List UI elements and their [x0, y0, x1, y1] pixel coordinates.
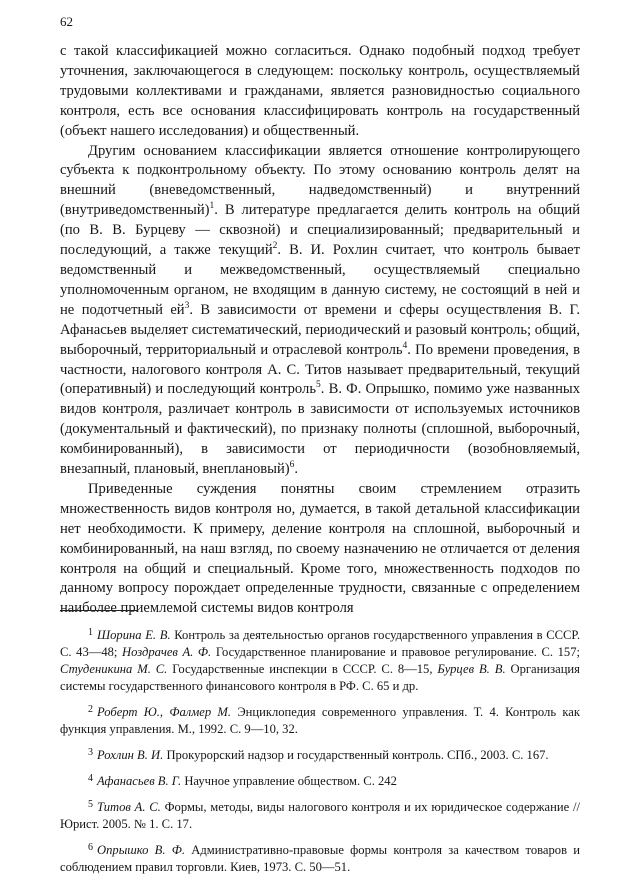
text-run: с такой классификацией можно согласиться. Однако подобный подход требует уточнения, заключающегося в следующем: поскольку контроль, осуществляемый трудовыми коллективами и гражданами, является разновидностью социального контроля, есть все основания классифицировать контроль на государственный (объект нашего исследования) и общественный. [60, 43, 580, 139]
footnote-number: 4 [88, 773, 93, 784]
footnote-reference: 5 [315, 380, 321, 391]
footnote-number: 5 [88, 799, 93, 810]
footnote [60, 744, 580, 764]
footnote [60, 839, 580, 876]
text-run: Государственные инспекции в СССР. С. 8—15, [167, 662, 438, 676]
author-name: Рохлин В. И. [97, 748, 164, 762]
author-name: Титов А. С. [97, 800, 161, 814]
text-run: Приведенные суждения понятны своим стремлением отразить множественность видов контроля но, думается, в такой детальной классификации нет необходимости. К примеру, деление контроля на сплошной, выборочный и комбинированный, на наш взгляд, по своему назначению не отличается от деления контроля на общий и специальный. Кроме того, множественность подходов по данному вопросу порождает определенные трудности, связанные с определением наиболее приемлемой системы видов контроля [60, 480, 580, 617]
footnote [60, 701, 580, 738]
author-name: Опрышко В. Ф. [97, 843, 185, 857]
body-paragraph [60, 480, 580, 619]
footnote-reference: 2 [272, 241, 278, 252]
text-run: . В литературе предлагается делить контроль на общий (по В. В. Бурцеву — сквозной) и специализированный; предварительный и последующий, а также текущий [60, 202, 580, 259]
text-run: Организация системы государственного финансового контроля в РФ. С. 65 и др. [60, 662, 580, 693]
footnote-reference: 6 [289, 460, 295, 471]
author-name: Ноздрачев А. Ф. [122, 645, 212, 659]
footnote-number: 3 [88, 747, 93, 758]
footnote-reference: 1 [209, 201, 215, 212]
footnote [60, 796, 580, 833]
text-run: Административно-правовые формы контроля за качеством товаров и соблюдением правил торговли. Киев, 1973. С. 50—51. [60, 843, 580, 874]
text-run: Государственное планирование и правовое регулирование. С. 157; [211, 645, 581, 659]
author-name: Шорина Е. В. [97, 628, 171, 642]
footnote-number: 1 [88, 627, 93, 638]
main-text [60, 42, 580, 619]
text-run: Научное управление обществом. С. 242 [181, 774, 397, 788]
text-run: Прокурорский надзор и государственный контроль. СПб., 2003. С. 167. [163, 748, 549, 762]
text-run: . В. И. Рохлин считает, что контроль бывает ведомственный и межведомственный, осуществляемый специально уполномоченным органом, не входящим в данную систему, не состоящий в ней и не подотчетный ей [60, 242, 580, 318]
author-name: Бурцев В. В. [437, 662, 506, 676]
footnote-number: 2 [88, 704, 93, 715]
author-name: Афанасьев В. Г. [97, 774, 182, 788]
text-run: Формы, методы, виды налогового контроля и их юридическое содержание // Юрист. 2005. № 1. С. 17. [60, 800, 580, 831]
footnote-separator [60, 610, 138, 611]
text-run: . В. Ф. Опрышко, помимо уже названных видов контроля, различает контроль в зависимости от используемых источников (документальный и фактический), по признаку полноты (сплошной, выборочный, комбинированный), в зависимости от периодичности (возобновляемый, внезапный, плановый, внеплановый) [60, 381, 580, 478]
text-run: Другим основанием классификации является отношение контролирующего субъекта к подконтрольному объекту. По этому основанию контроль делят на внешний (вневедомственный, надведомственный) и внутренний (внутриведомственный) [60, 142, 580, 219]
text-run: Энциклопедия современного управления. Т. 4. Контроль как функция управления. М., 1992. С. 9—10, 32. [60, 705, 580, 736]
footnote-reference: 4 [402, 340, 408, 351]
body-paragraph [60, 142, 580, 480]
footnotes [60, 624, 580, 882]
footnote [60, 770, 580, 790]
author-name: Студеникина М. С. [60, 662, 168, 676]
body-paragraph [60, 42, 580, 142]
footnote-number: 6 [88, 842, 93, 853]
footnote-reference: 3 [184, 300, 190, 311]
text-run: . По времени проведения, в частности, налогового контроля А. С. Титов называет предварительный, текущий (оперативный) и последующий контроль [60, 341, 580, 398]
text-run: Контроль за деятельностью органов государственного управления в СССР. С. 43—48; [60, 628, 580, 659]
page-number: 62 [60, 14, 73, 29]
footnote [60, 624, 580, 695]
text-run: . В зависимости от времени и сферы осуществления В. Г. Афанасьев выделяет систематический, периодический и разовый контроль; общий, выборочный, территориальный и отраслевой контроль [60, 301, 580, 358]
text-run: . [294, 461, 299, 478]
author-name: Роберт Ю., Фалмер М. [97, 705, 232, 719]
